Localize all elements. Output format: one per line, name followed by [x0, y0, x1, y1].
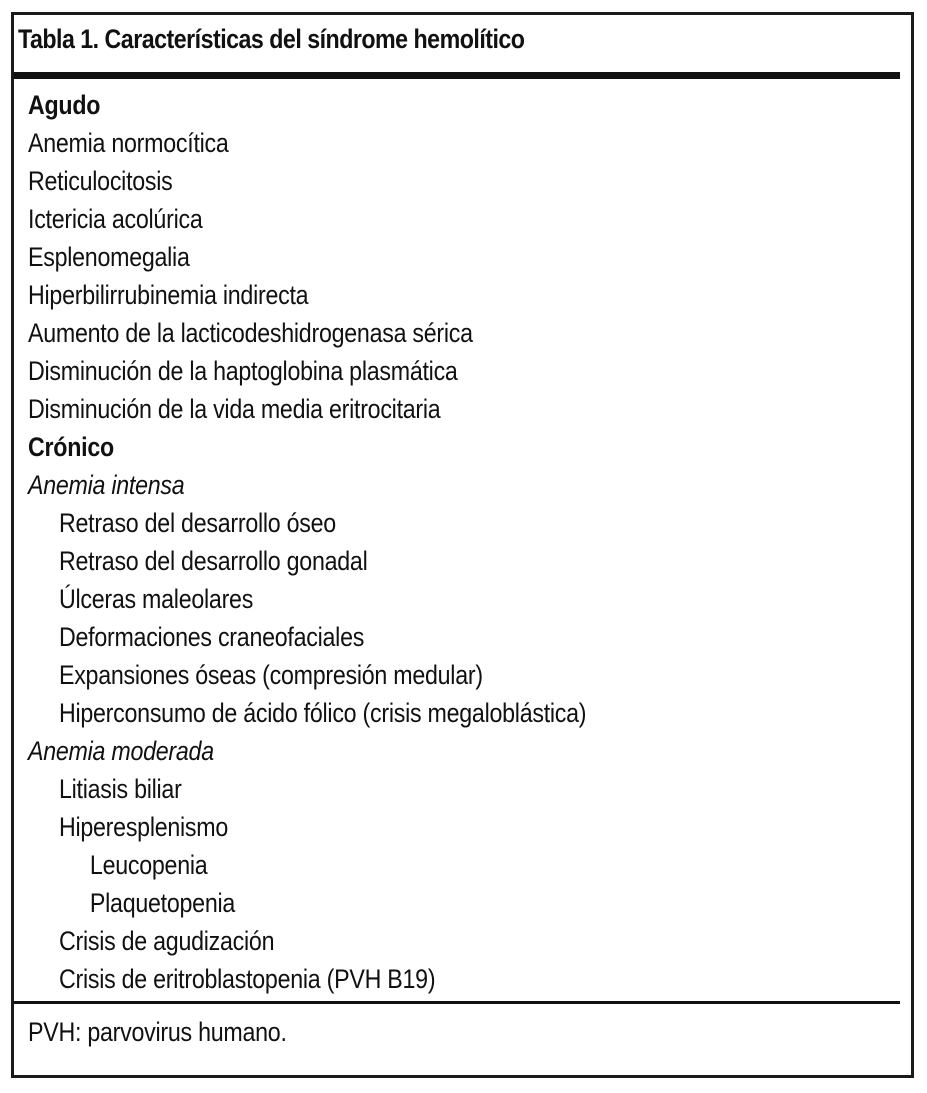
list-item: Retraso del desarrollo gonadal: [58, 546, 368, 576]
list-item: Úlceras maleolares: [58, 584, 254, 614]
list-subitem: Leucopenia: [89, 850, 208, 880]
table-footnote: PVH: parvovirus humano.: [28, 1017, 287, 1047]
list-item: Expansiones óseas (compresión medular): [58, 660, 483, 690]
list-item: Aumento de la lacticodeshidrogenasa sérica: [28, 318, 473, 348]
list-item: Hiperesplenismo: [58, 812, 229, 842]
section-heading-cronico: Crónico: [28, 432, 114, 462]
list-item: Reticulocitosis: [28, 166, 173, 196]
list-item: Hiperbilirrubinemia indirecta: [28, 280, 309, 310]
list-item: Anemia normocítica: [28, 128, 229, 158]
section-heading-agudo: Agudo: [28, 90, 101, 120]
list-item: Ictericia acolúrica: [28, 204, 203, 234]
list-item: Litiasis biliar: [58, 774, 182, 804]
subsection-label-anemia-intensa: Anemia intensa: [28, 470, 185, 500]
list-item: Hiperconsumo de ácido fólico (crisis megaloblástica): [58, 698, 587, 728]
list-item: Crisis de eritroblastopenia (PVH B19): [58, 964, 436, 994]
table-body: [28, 86, 898, 998]
list-item: Esplenomegalia: [28, 242, 190, 272]
list-item: Disminución de la haptoglobina plasmática: [28, 356, 458, 386]
subsection-label-anemia-moderada: Anemia moderada: [28, 736, 214, 766]
list-item: Disminución de la vida media eritrocitaria: [28, 394, 441, 424]
title-divider: [14, 72, 900, 79]
list-item: Retraso del desarrollo óseo: [58, 508, 336, 538]
footnote-divider: [14, 1001, 900, 1004]
list-item: Crisis de agudización: [58, 926, 275, 956]
list-subitem: Plaquetopenia: [89, 888, 236, 918]
table-title: Tabla 1. Características del síndrome hemolítico: [18, 24, 525, 54]
list-item: Deformaciones craneofaciales: [58, 622, 365, 652]
